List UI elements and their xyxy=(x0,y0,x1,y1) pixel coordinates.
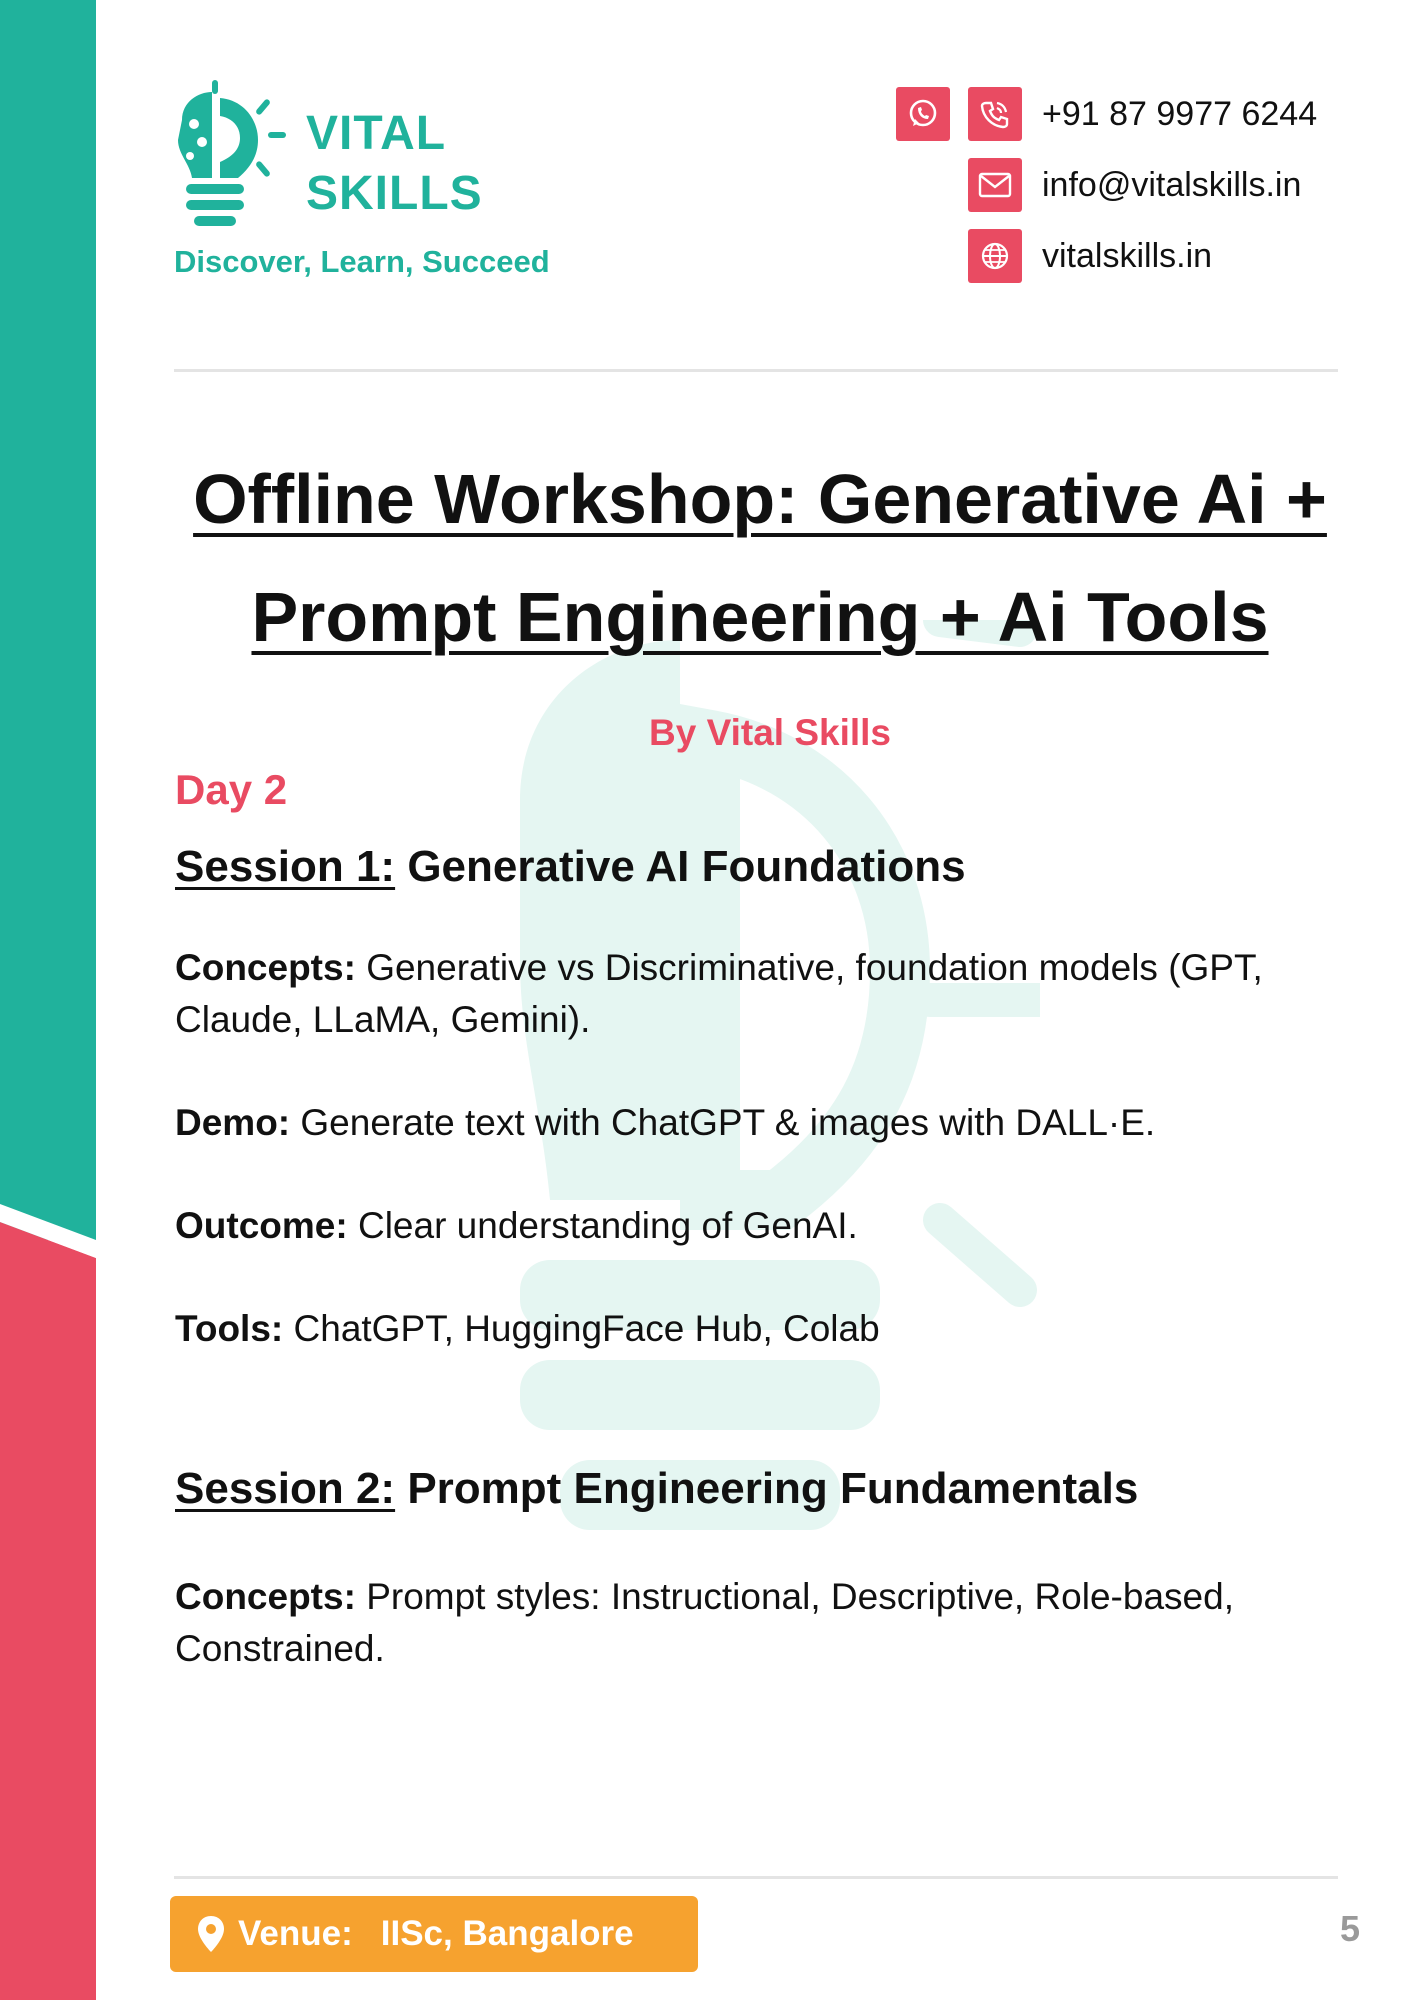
logo-line-1: VITAL xyxy=(306,107,447,160)
header-divider xyxy=(174,369,1338,372)
session-1-demo xyxy=(175,1097,1335,1149)
page-number: 5 xyxy=(1339,1908,1360,1949)
concepts-text: Prompt styles: Instructional, Descriptive, Role-based, Constrained. xyxy=(175,1576,1234,1669)
footer-divider xyxy=(174,1876,1338,1879)
tools-text: ChatGPT, HuggingFace Hub, Colab xyxy=(293,1308,880,1349)
demo-text: Generate text with ChatGPT & images with DALL·E. xyxy=(300,1102,1156,1143)
outcome-label: Outcome: xyxy=(175,1205,348,1246)
session-1-name: Generative AI Foundations xyxy=(407,842,966,891)
whatsapp-icon[interactable] xyxy=(896,87,950,141)
globe-icon[interactable] xyxy=(968,229,1022,283)
byline: By Vital Skills xyxy=(649,712,891,753)
phone-icon[interactable] xyxy=(968,87,1022,141)
tagline: Discover, Learn, Succeed xyxy=(174,244,550,279)
session-2-number: Session 2: xyxy=(175,1464,396,1513)
concepts-label: Concepts: xyxy=(175,1576,356,1617)
location-pin-icon xyxy=(196,1914,226,1954)
side-band-teal xyxy=(0,0,96,1240)
session-1-concepts xyxy=(175,942,1335,1046)
contact-phone[interactable]: +91 87 9977 6244 xyxy=(1042,95,1318,133)
session-2-heading xyxy=(175,1464,1138,1514)
mail-icon[interactable] xyxy=(968,158,1022,212)
venue-badge xyxy=(170,1896,698,1972)
logo-line-2: SKILLS xyxy=(306,167,483,220)
title-line-2: Prompt Engineering + Ai Tools xyxy=(251,578,1269,656)
venue-value: IISc, Bangalore xyxy=(380,1914,634,1953)
session-1-number: Session 1: xyxy=(175,842,396,891)
contact-website[interactable]: vitalskills.in xyxy=(1042,237,1213,275)
logo-wordmark xyxy=(306,104,566,224)
outcome-text: Clear understanding of GenAI. xyxy=(357,1205,858,1246)
session-1-heading xyxy=(175,842,966,892)
contact-email[interactable]: info@vitalskills.in xyxy=(1042,166,1302,204)
title-line-1: Offline Workshop: Generative Ai + xyxy=(193,460,1327,538)
side-band-red xyxy=(0,1200,96,2000)
session-1-outcome xyxy=(175,1200,1335,1252)
watermark-bulb-icon xyxy=(480,620,1040,1560)
tools-label: Tools: xyxy=(175,1308,284,1349)
session-1-tools xyxy=(175,1303,1335,1355)
concepts-label: Concepts: xyxy=(175,947,356,988)
logo-bulb-icon xyxy=(172,80,288,228)
session-2-name: Prompt Engineering Fundamentals xyxy=(407,1464,1139,1513)
concepts-text: Generative vs Discriminative, foundation models (GPT, Claude, LLaMA, Gemini). xyxy=(175,947,1263,1040)
session-2-concepts xyxy=(175,1571,1335,1675)
page-title xyxy=(110,440,1410,676)
venue-label: Venue: xyxy=(238,1914,353,1953)
demo-label: Demo: xyxy=(175,1102,291,1143)
day-label: Day 2 xyxy=(175,766,288,813)
